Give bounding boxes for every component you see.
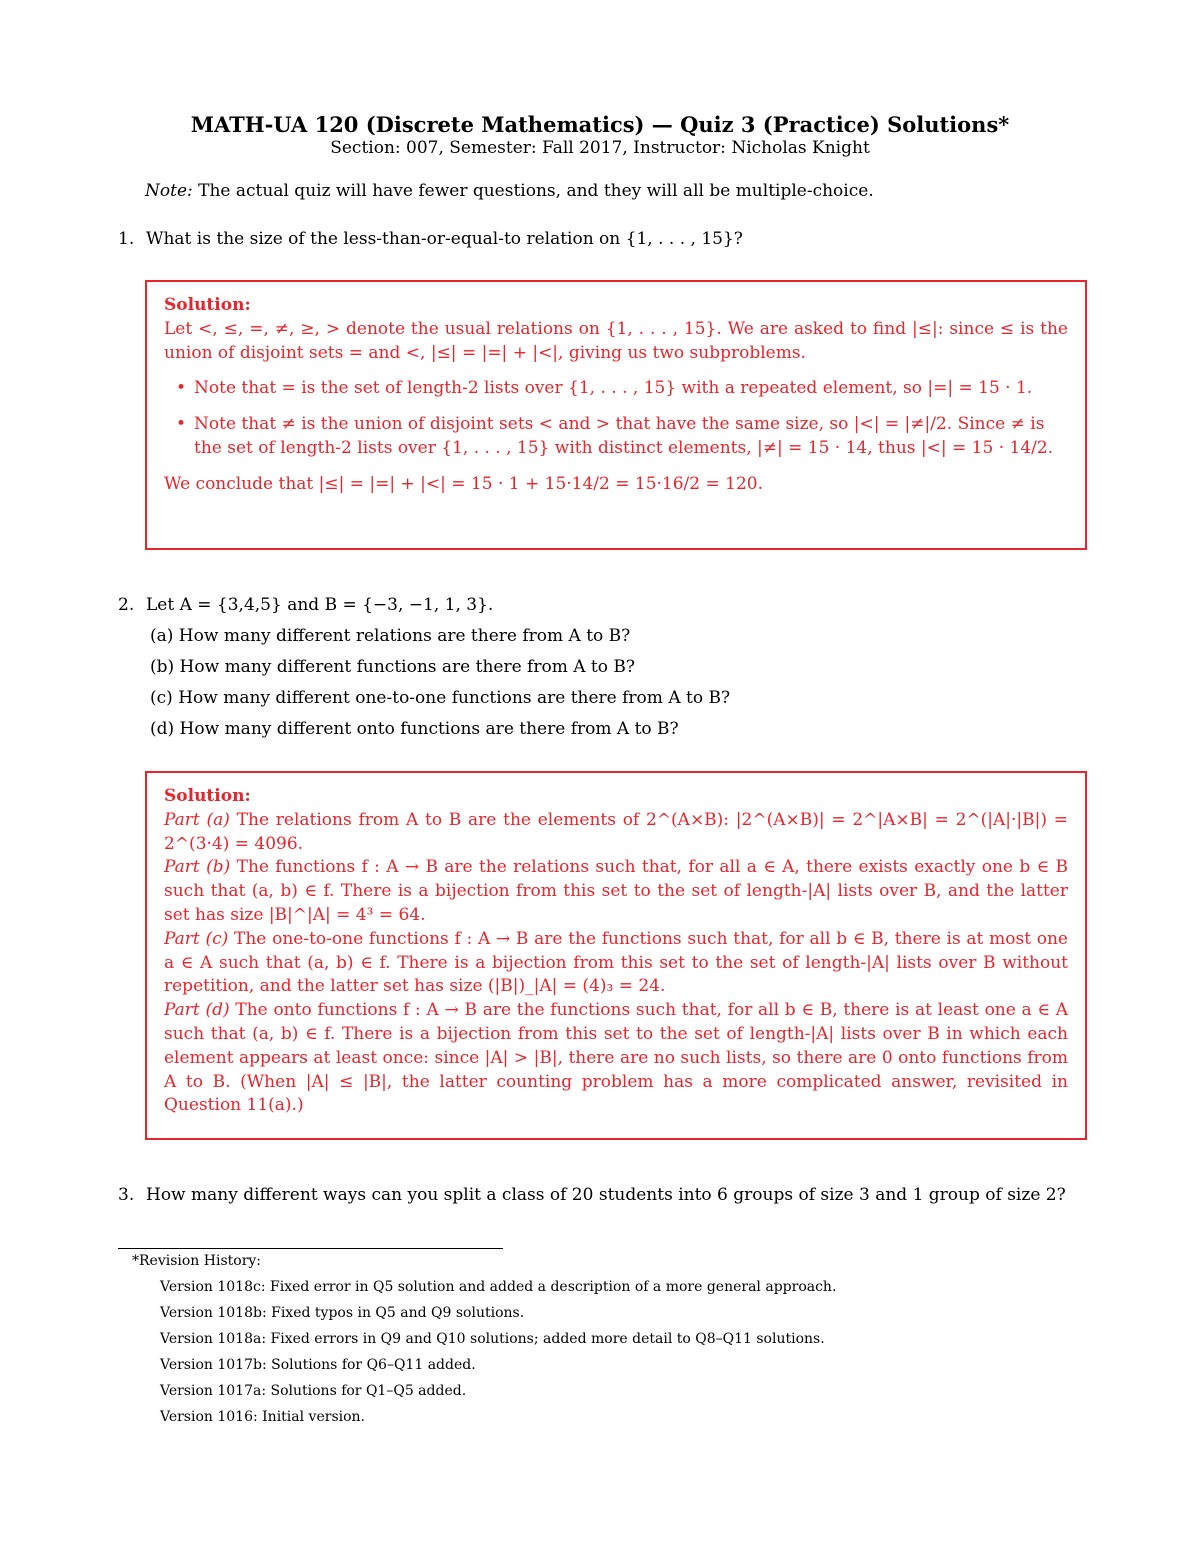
solution-part-a <box>164 809 1068 857</box>
footnote-heading: *Revision History: <box>132 1253 262 1269</box>
part-label: Part (b) <box>164 857 231 878</box>
footnote-line: Version 1018a: Fixed errors in Q9 and Q10 solutions; added more detail to Q8–Q11 solutions. <box>160 1331 825 1347</box>
question-text: Let A = {3,4,5} and B = {−3, −1, 1, 3}. <box>146 595 494 615</box>
solution-box-1 <box>145 280 1087 550</box>
page-title: MATH-UA 120 (Discrete Mathematics) — Quiz 3 (Practice) Solutions* <box>190 112 1010 137</box>
footnote-line: Version 1018c: Fixed error in Q5 solution and added a description of a more general approach. <box>160 1279 837 1295</box>
question-number: 2. <box>118 595 135 615</box>
question-text: How many different ways can you split a class of 20 students into 6 groups of size 3 and 1 group of size 2? <box>146 1185 1066 1205</box>
question-1 <box>118 228 1078 252</box>
part-text: The onto functions f : A → B are the functions such that, for all b ∈ B, there is at least one a ∈ A such that (a, b) ∈ f. There is a bijection from this set to the set of length-|A| lists over B in which each element appears at least once: since |A| > |B|, there are no such lists, so there are 0 onto functions from A to B. (When |A| ≤ |B|, the latter counting problem has a more complicated answer, revisited in Question 11(a).) <box>164 1000 1068 1116</box>
part-text: The functions f : A → B are the relations such that, for all a ∈ A, there exists exactly one b ∈ B such that (a, b) ∈ f. There is a bijection from this set to the set of length-|A| lists over B, and the latter set has size |B|^|A| = 4³ = 64. <box>164 857 1068 925</box>
question-3 <box>118 1184 1078 1208</box>
part-label: Part (d) <box>164 1000 230 1021</box>
page-subtitle: Section: 007, Semester: Fall 2017, Instructor: Nicholas Knight <box>330 138 870 158</box>
question-part-a: (a) How many different relations are there from A to B? <box>150 626 631 646</box>
question-number: 1. <box>118 229 135 249</box>
question-part-b: (b) How many different functions are there from A to B? <box>150 657 635 677</box>
note-text: The actual quiz will have fewer questions, and they will all be multiple-choice. <box>198 181 874 201</box>
solution-part-b <box>164 856 1068 927</box>
footnote-rule <box>118 1248 503 1249</box>
solution-intro: Let <, ≤, =, ≠, ≥, > denote the usual relations on {1, . . . , 15}. We are asked to find |≤|: since ≤ is the union of disjoint sets = and <, |≤| = |=| + |<|, giving us two subproblems. <box>164 318 1068 363</box>
footnote-line: Version 1017b: Solutions for Q6–Q11 added. <box>160 1357 476 1373</box>
solution-part-c <box>164 928 1068 999</box>
solution-conclusion: We conclude that |≤| = |=| + |<| = 15 · 1 + 15·14/2 = 15·16/2 = 120. <box>164 473 764 494</box>
solution-box-2 <box>145 771 1087 1140</box>
footnote-line: Version 1016: Initial version. <box>160 1409 366 1425</box>
question-2 <box>118 594 1078 618</box>
footnote-line: Version 1017a: Solutions for Q1–Q5 added. <box>160 1383 467 1399</box>
note <box>145 180 1085 204</box>
part-text: The relations from A to B are the elements of 2^(A×B): |2^(A×B)| = 2^|A×B| = 2^(|A|·|B|) = 2^(3·4) = 4096. <box>164 809 1068 854</box>
part-label: Part (a) <box>164 809 230 830</box>
question-text: What is the size of the less-than-or-equal-to relation on {1, . . . , 15}? <box>146 229 743 249</box>
footnote-line: Version 1018b: Fixed typos in Q5 and Q9 solutions. <box>160 1305 525 1321</box>
note-label: Note: <box>145 181 193 201</box>
solution-part-d <box>164 999 1068 1118</box>
part-label: Part (c) <box>164 928 229 949</box>
solution-heading: Solution: <box>164 786 251 806</box>
solution-bullet: • Note that = is the set of length-2 lists over {1, . . . , 15} with a repeated element, so |=| = 15 · 1. <box>194 377 1068 401</box>
question-number: 3. <box>118 1185 135 1205</box>
part-text: The one-to-one functions f : A → B are the functions such that, for all b ∈ B, there is at most one a ∈ A such that (a, b) ∈ f. There is a bijection from this set to the set of length-|A| lists over B without repetition, and the latter set has size (|B|)_|A| = (4)₃ = 24. <box>164 928 1068 997</box>
question-part-d: (d) How many different onto functions are there from A to B? <box>150 719 679 739</box>
solution-bullet-list <box>164 377 1068 460</box>
solution-bullet: • Note that ≠ is the union of disjoint sets < and > that have the same size, so |<| = |≠|/2. Since ≠ is the set of length-2 lists over {1, . . . , 15} with distinct elements, |≠| = 15 · 14, thus |<| = 15 · 14/2. <box>194 413 1068 461</box>
solution-heading: Solution: <box>164 295 251 315</box>
question-part-c: (c) How many different one-to-one functions are there from A to B? <box>150 688 731 708</box>
